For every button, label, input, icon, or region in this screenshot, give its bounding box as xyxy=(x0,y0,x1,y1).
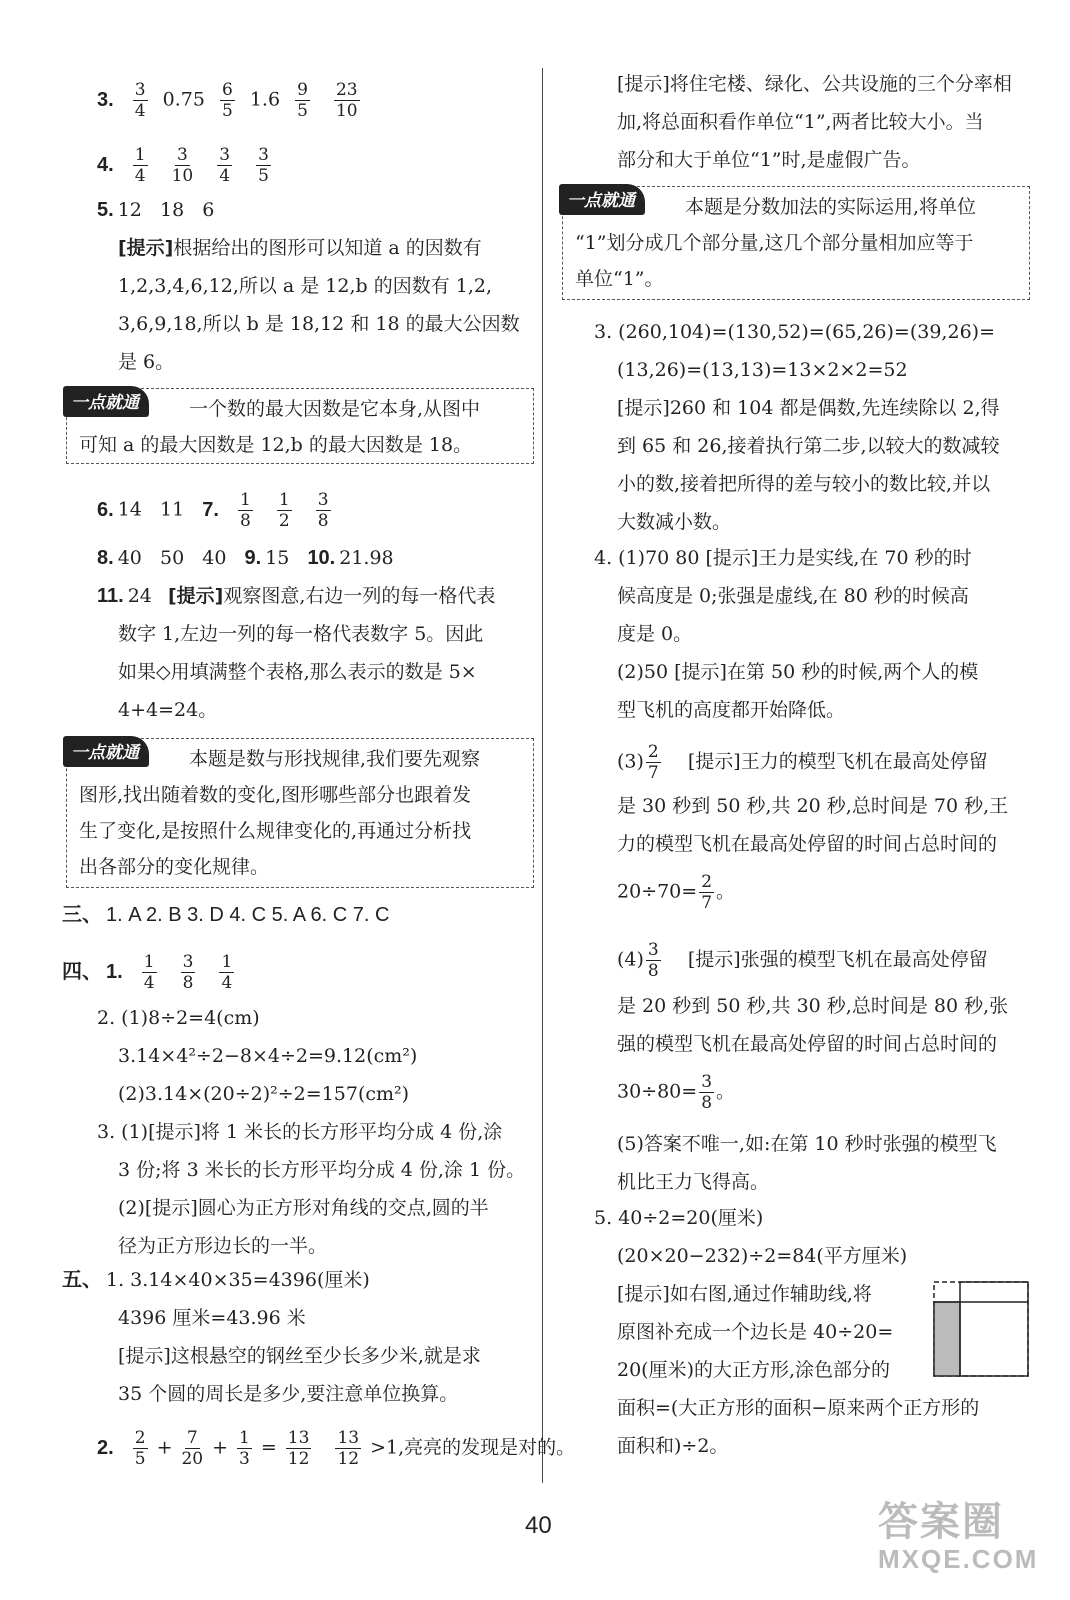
answer-line: 2. (1)8÷2=4(cm) xyxy=(97,1007,260,1029)
fraction: $\frac{7}{20}$ xyxy=(181,1428,204,1469)
hint-line: 如果◇用填满整个表格,那么表示的数是 5× xyxy=(118,661,477,683)
hint-line: [提示]260 和 104 都是偶数,先连续除以 2,得 xyxy=(617,397,1000,419)
tip-box xyxy=(562,186,1030,300)
tip-badge: 一点就通 xyxy=(63,386,149,417)
hint-line: 大数减小数。 xyxy=(617,511,732,533)
answer-line: (2)3.14×(20÷2)²÷2=157(cm²) xyxy=(118,1083,410,1105)
answer-4-3: (3) $\frac{2}{7}$ [提示]王力的模型飞机在最高处停留 xyxy=(617,742,988,783)
fraction: $\frac{1}{4}$ xyxy=(134,145,146,186)
hint-line: [提示]这根悬空的钢丝至少长多少米,就是求 xyxy=(118,1345,481,1367)
answer-line: 3. (1)[提示]将 1 米长的长方形平均分成 4 份,涂 xyxy=(97,1121,503,1143)
hint-line: 到 65 和 26,接着执行第二步,以较大的数减较 xyxy=(617,435,1000,457)
fraction: $\frac{1}{8}$ xyxy=(239,490,251,531)
section-5-q2: 2. $\frac{2}{5}$ + $\frac{7}{20}$ + $\frac{1}{3}$ = $\frac{13}{12}$ $\frac{13}{12}$ >1,亮亮的发现是对的。 xyxy=(97,1428,576,1469)
section-5-q1: 五、 1. 3.14×40×35=4396(厘米) xyxy=(62,1269,370,1291)
fraction: $\frac{1}{4}$ xyxy=(221,952,233,993)
tip-badge: 一点就通 xyxy=(63,736,149,767)
answer-line: 3.14×4²÷2−8×4÷2=9.12(cm²) xyxy=(118,1045,418,1067)
fraction: $\frac{2}{7}$ xyxy=(701,872,713,913)
answer-line: (5)答案不唯一,如:在第 10 秒时张强的模型飞 xyxy=(617,1133,997,1155)
answer-5: 5. 12 18 6 xyxy=(97,199,215,221)
tip-text: 生了变化,是按照什么规律变化的,再通过分析找 xyxy=(79,820,472,842)
fraction: $\frac{13}{12}$ xyxy=(337,1428,360,1469)
hint-line: 面积和)÷2。 xyxy=(617,1435,729,1457)
answer-3: 3. $\frac{3}{4}$ 0.75 $\frac{6}{5}$ 1.6 $\frac{9}{5}$ $\frac{23}{10}$ xyxy=(97,80,358,121)
tip-text: 单位“1”。 xyxy=(575,268,664,290)
shaded-region xyxy=(934,1302,960,1376)
tip-text: 本题是分数加法的实际运用,将单位 xyxy=(685,196,977,218)
hint-line: 20(厘米)的大正方形,涂色部分的 xyxy=(617,1359,891,1381)
answer-line: 4396 厘米=43.96 米 xyxy=(118,1307,306,1329)
column-divider xyxy=(542,68,543,1483)
fraction: $\frac{1}{4}$ xyxy=(143,952,155,993)
answer-4-4: (4) $\frac{3}{8}$ [提示]张强的模型飞机在最高处停留 xyxy=(617,940,988,981)
hint-line: 部分和大于单位“1”时,是虚假广告。 xyxy=(617,149,921,171)
tip-box xyxy=(66,738,534,888)
tip-text: 图形,找出随着数的变化,图形哪些部分也跟着发 xyxy=(79,784,472,806)
hint-line: 35 个圆的周长是多少,要注意单位换算。 xyxy=(118,1383,459,1405)
tip-text: 出各部分的变化规律。 xyxy=(79,856,270,878)
hint-line: 加,将总面积看作单位“1”,两者比较大小。当 xyxy=(617,111,984,133)
tip-text: 可知 a 的最大因数是 12,b 的最大因数是 18。 xyxy=(79,434,473,456)
calc-line: 20÷70= $\frac{2}{7}$ 。 xyxy=(617,872,736,913)
answer-8-9-10: 8. 40 50 40 9. 15 10. 21.98 xyxy=(97,547,394,569)
hint-line: 力的模型飞机在最高处停留的时间占总时间的 xyxy=(617,833,998,855)
fraction: $\frac{2}{7}$ xyxy=(647,742,659,783)
hint-line: 小的数,接着把所得的差与较小的数比较,并以 xyxy=(617,473,991,495)
watermark: 答案圈 MXQE.COM xyxy=(878,1500,1039,1574)
hint-line: 是 6。 xyxy=(118,351,175,373)
hint-line: 面积=(大正方形的面积−原来两个正方形的 xyxy=(617,1397,980,1419)
hint-line: 强的模型飞机在最高处停留的时间占总时间的 xyxy=(617,1033,998,1055)
section-4-q1: 四、 1. $\frac{1}{4}$ $\frac{3}{8}$ $\frac{1}{4}$ xyxy=(62,952,233,993)
answer-11: 11. 24 [提示]观察图意,右边一列的每一格代表 xyxy=(97,585,496,607)
answer-line: 径为正方形边长的一半。 xyxy=(118,1235,328,1257)
fraction: $\frac{3}{8}$ xyxy=(182,952,194,993)
fraction: $\frac{3}{5}$ xyxy=(258,145,269,186)
fraction: $\frac{3}{8}$ xyxy=(701,1072,713,1113)
tip-text: 一个数的最大因数是它本身,从图中 xyxy=(189,398,481,420)
answer-line: 4. (1)70 80 [提示]王力是实线,在 70 秒的时 xyxy=(594,547,972,569)
square-figure xyxy=(932,1280,1030,1378)
hint-line: 1,2,3,4,6,12,所以 a 是 12,b 的因数有 1,2, xyxy=(118,275,493,297)
hint-line: 度是 0。 xyxy=(617,623,693,645)
fraction: $\frac{3}{4}$ xyxy=(134,80,146,121)
hint-line: [提示]将住宅楼、绿化、公共设施的三个分率相 xyxy=(617,73,1012,95)
fraction: $\frac{9}{5}$ xyxy=(297,80,308,121)
answer-line: 3. (260,104)=(130,52)=(65,26)=(39,26)= xyxy=(594,321,995,343)
fraction: $\frac{23}{10}$ xyxy=(335,80,358,121)
hint-line: 候高度是 0;张强是虚线,在 80 秒的时候高 xyxy=(617,585,969,607)
hint-line: 原图补充成一个边长是 40÷20= xyxy=(617,1321,894,1343)
answer-line: 机比王力飞得高。 xyxy=(617,1171,770,1193)
hint-line: 数字 1,左边一列的每一格代表数字 5。因此 xyxy=(118,623,484,645)
answer-6-7: 6. 14 11 7. $\frac{1}{8}$ $\frac{1}{2}$ $\frac{3}{8}$ xyxy=(97,490,329,531)
hint-line: 3,6,9,18,所以 b 是 18,12 和 18 的最大公因数 xyxy=(118,313,520,335)
fraction: $\frac{2}{5}$ xyxy=(134,1428,146,1469)
tip-badge: 一点就通 xyxy=(559,184,645,215)
fraction: $\frac{3}{8}$ xyxy=(647,940,659,981)
fraction: $\frac{13}{12}$ xyxy=(287,1428,310,1469)
fraction: $\frac{1}{2}$ xyxy=(278,490,290,531)
hint-line: 4+4=24。 xyxy=(118,699,218,721)
hint-line: [提示]如右图,通过作辅助线,将 xyxy=(617,1283,872,1305)
answer-line: (20×20−232)÷2=84(平方厘米) xyxy=(617,1245,908,1267)
tip-box xyxy=(66,388,534,464)
fraction: $\frac{1}{3}$ xyxy=(239,1428,250,1469)
fraction: $\frac{3}{4}$ xyxy=(219,145,231,186)
fraction: $\frac{6}{5}$ xyxy=(221,80,233,121)
tip-text: “1”划分成几个部分量,这几个部分量相加应等于 xyxy=(575,232,974,254)
answer-line: (13,26)=(13,13)=13×2×2=52 xyxy=(617,359,908,381)
fraction: $\frac{3}{8}$ xyxy=(317,490,329,531)
answer-line: 5. 40÷2=20(厘米) xyxy=(594,1207,764,1229)
fraction: $\frac{3}{10}$ xyxy=(171,145,194,186)
hint-line: [提示]根据给出的图形可以知道 a 的因数有 xyxy=(118,237,482,259)
answer-4: 4. $\frac{1}{4}$ $\frac{3}{10}$ $\frac{3}{4}$ $\frac{3}{5}$ xyxy=(97,145,269,186)
hint-line: 是 20 秒到 50 秒,共 30 秒,总时间是 80 秒,张 xyxy=(617,995,1009,1017)
hint-line: 型飞机的高度都开始降低。 xyxy=(617,699,846,721)
answer-line: (2)50 [提示]在第 50 秒的时候,两个人的模 xyxy=(617,661,979,683)
hint-line: 是 30 秒到 50 秒,共 20 秒,总时间是 70 秒,王 xyxy=(617,795,1009,817)
answer-line: (2)[提示]圆心为正方形对角线的交点,圆的半 xyxy=(118,1197,489,1219)
tip-text: 本题是数与形找规律,我们要先观察 xyxy=(189,748,481,770)
calc-line: 30÷80= $\frac{3}{8}$ 。 xyxy=(617,1072,736,1113)
section-3: 三、 1. A 2. B 3. D 4. C 5. A 6. C 7. C xyxy=(62,904,390,926)
page-number: 40 xyxy=(525,1512,552,1539)
answer-line: 3 份;将 3 米长的长方形平均分成 4 份,涂 1 份。 xyxy=(118,1159,526,1181)
